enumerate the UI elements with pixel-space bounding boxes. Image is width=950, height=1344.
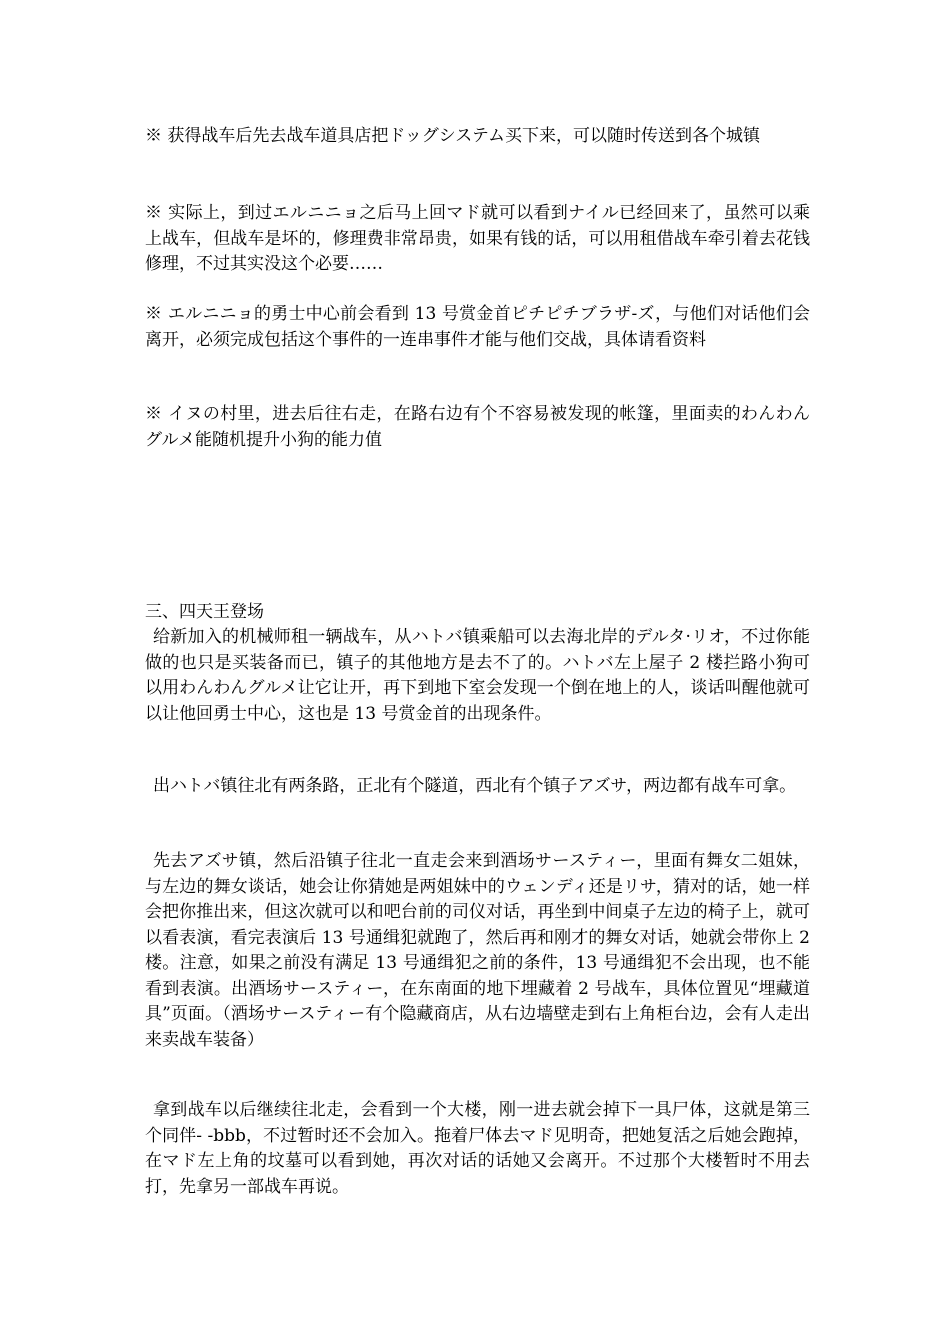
section-paragraph: 拿到战车以后继续往北走，会看到一个大楼，刚一进去就会掉下一具尸体，这就是第三个同伴- -bbb，不过暂时还不会加入。拖着尸体去マド见明奇，把她复活之后她会跑掉，在マド左上角的坟墓可以看到她，再次对话的话她又会离开。不过那个大楼暂时不用去打，先拿另一部战车再说。	[145, 1100, 810, 1197]
section-paragraph: 出ハトバ镇往北有两条路，正北有个隧道，西北有个镇子アズサ，两边都有战车可拿。	[153, 776, 797, 796]
note-dog-village: ※ イヌの村里，进去后往右走，在路右边有个不容易被发现的帐篷，里面卖的わんわんグルメ能随机提升小狗的能力值	[145, 404, 810, 450]
section-paragraph: 先去アズサ镇，然后沿镇子往北一直走会来到酒场サースティー，里面有舞女二姐妹，与左边的舞女谈话，她会让你猜她是两姐妹中的ウェンディ还是リサ，猜对的话，她一样会把你推出来，但这次就可以和吧台前的司仪对话，再坐到中间桌子左边的椅子上，就可以看表演，看完表演后 13 号通缉犯就跑了，然后再和刚才的舞女对话，她就会带你上 2 楼。注意，如果之前没有满足 13 号通缉犯之前的条件，13 号通缉犯不会出现，也不能看到表演。出酒场サースティー，在东南面的地下埋藏着 2 号战车，具体位置见“埋藏道具”页面。（酒场サースティー有个隐藏商店，从右边墙壁走到右上角柜台边，会有人走出来卖战车装备）	[145, 851, 810, 1050]
note-nile-tank: ※ 实际上，到过エルニニョ之后马上回マド就可以看到ナイル已经回来了，虽然可以乘上战车，但战车是坏的，修理费非常昂贵，如果有钱的话，可以用租借战车牵引着去花钱修理，不过其实没这个必要……	[145, 203, 810, 274]
note-bounty-13: ※ エルニニョ的勇士中心前会看到 13 号赏金首ピチピチブラザ-ズ，与他们对话他们会离开，必须完成包括这个事件的一连串事件才能与他们交战，具体请看资料	[145, 304, 810, 350]
section-paragraph: 给新加入的机械师租一辆战车，从ハトバ镇乘船可以去海北岸的デルタ·リオ，不过你能做的也只是买装备而已，镇子的其他地方是去不了的。ハトバ左上屋子 2 楼拦路小狗可以用わんわんグルメ让它让开，再下到地下室会发现一个倒在地上的人，谈话叫醒他就可以让他回勇士中心，这也是 13 号赏金首的出现条件。	[145, 627, 810, 724]
note-travel-system: ※ 获得战车后先去战车道具店把ドッグシステム买下来，可以随时传送到各个城镇	[145, 126, 761, 146]
section-heading: 三、四天王登场	[145, 602, 264, 622]
